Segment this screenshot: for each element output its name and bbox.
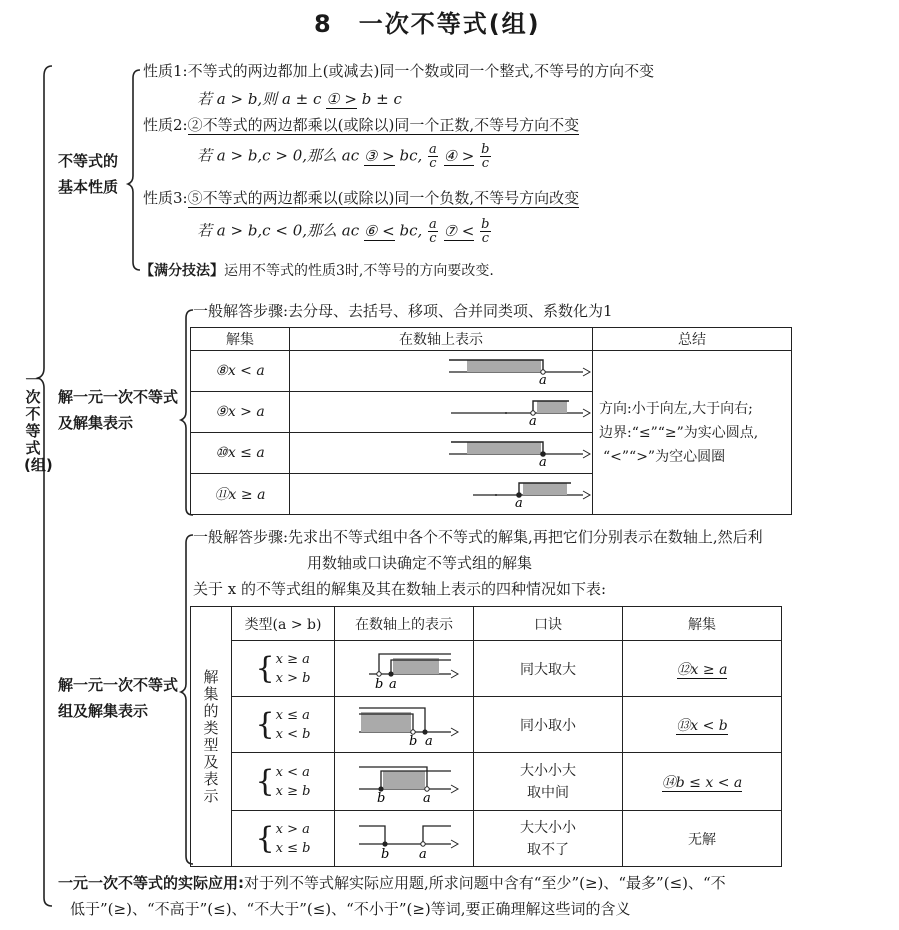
property-1-example bbox=[197, 88, 402, 109]
example-pre: 若 a > b,则 a ± c bbox=[197, 90, 322, 108]
property-2 bbox=[143, 114, 579, 135]
system-set: ⑬x < b bbox=[623, 697, 782, 753]
point-label: a bbox=[539, 373, 547, 388]
rule-cell: 大小小大 取中间 bbox=[474, 753, 623, 811]
number-line-cell bbox=[335, 811, 474, 867]
answer-4: ④ > bbox=[443, 146, 475, 165]
point-label: a bbox=[539, 455, 547, 470]
property-2-text: ②不等式的两边都乘以(或除以)同一个正数,不等号方向不变 bbox=[187, 116, 580, 134]
table-row bbox=[191, 641, 782, 697]
system-side-cell bbox=[191, 607, 232, 867]
type-cell: { x ≤ a x < b bbox=[232, 697, 335, 753]
fraction-b-over-c: $\frac{b}{c}$ bbox=[481, 217, 490, 246]
system-table bbox=[190, 606, 782, 867]
number-line bbox=[291, 474, 591, 510]
basic-props-label: 不等式的基本性质 bbox=[58, 152, 119, 196]
number-line-cell bbox=[290, 392, 593, 433]
side-label: 一次不等式(组) bbox=[24, 371, 53, 474]
rule-cell: 同大取大 bbox=[474, 641, 623, 697]
type-cell: { x ≥ a x > b bbox=[232, 641, 335, 697]
number-line-cell bbox=[290, 474, 593, 515]
application-line-2: 低于”(≥)、“不高于”(≤)、“不大于”(≤)、“不小于”(≥)等词,要正确理解这些词的含义 bbox=[70, 900, 631, 918]
number-line bbox=[291, 433, 591, 469]
header-set: 解集 bbox=[191, 328, 290, 351]
summary-line: 方向:小于向左,大于向右; bbox=[599, 400, 753, 417]
application-line-1 bbox=[58, 872, 726, 893]
example-pre: 若 a > b,c > 0,那么 ac bbox=[197, 146, 360, 165]
tip-text: 运用不等式的性质3时,不等号的方向要改变. bbox=[224, 263, 494, 279]
solution-set: ⑩x ≤ a bbox=[191, 433, 290, 474]
point-a-label: a bbox=[425, 733, 433, 749]
system-set: 无解 bbox=[623, 811, 782, 867]
system-set: ⑫x ≥ a bbox=[623, 641, 782, 697]
property-1 bbox=[143, 60, 654, 81]
number-line-cell bbox=[335, 697, 474, 753]
solution-set: ⑨x > a bbox=[191, 392, 290, 433]
tip-label: 【满分技法】 bbox=[140, 263, 224, 279]
system-side-label: 解集的类型及表示 bbox=[203, 667, 219, 805]
single-table bbox=[190, 327, 792, 515]
property-3-text: ⑤不等式的两边都乘以(或除以)同一个负数,不等号方向改变 bbox=[187, 189, 580, 207]
number-line bbox=[291, 392, 591, 428]
point-b-label: b bbox=[409, 733, 418, 749]
point-label: a bbox=[529, 414, 537, 429]
number-line bbox=[339, 700, 469, 749]
number-line-cell bbox=[335, 641, 474, 697]
single-label: 解一元一次不等式及解集表示 bbox=[58, 388, 179, 432]
system-steps-2: 用数轴或口诀确定不等式组的解集 bbox=[307, 554, 533, 572]
number-line bbox=[339, 644, 469, 690]
rule-cell: 大大小小 取不了 bbox=[474, 811, 623, 867]
example-pre: 若 a > b,c < 0,那么 ac bbox=[197, 221, 360, 240]
answer-1: ① > bbox=[326, 90, 357, 108]
type-cell: { x < a x ≥ b bbox=[232, 753, 335, 811]
header-type: 类型(a > b) bbox=[232, 607, 335, 641]
tip bbox=[140, 260, 494, 280]
header-numberline: 在数轴上的表示 bbox=[335, 607, 474, 641]
fraction-b-over-c: $\frac{b}{c}$ bbox=[481, 142, 490, 171]
table-row bbox=[191, 697, 782, 753]
number-line bbox=[339, 757, 469, 806]
header-numberline: 在数轴上表示 bbox=[290, 328, 593, 351]
summary-line: “<”“>”为空心圆圈 bbox=[603, 448, 726, 465]
example-mid: bc, bbox=[399, 221, 423, 240]
example-mid: bc, bbox=[399, 146, 423, 165]
system-steps-1: 一般解答步骤:先求出不等式组中各个不等式的解集,再把它们分别表示在数轴上,然后利 bbox=[193, 528, 763, 546]
single-steps: 一般解答步骤:去分母、去括号、移项、合并同类项、系数化为1 bbox=[193, 302, 613, 320]
table-row bbox=[191, 753, 782, 811]
table-row bbox=[191, 811, 782, 867]
number-line-cell bbox=[335, 753, 474, 811]
rule-cell: 同小取小 bbox=[474, 697, 623, 753]
point-a-label: a bbox=[389, 676, 397, 692]
point-b-label: b bbox=[375, 676, 384, 692]
system-set: ⑭b ≤ x < a bbox=[623, 753, 782, 811]
property-3 bbox=[143, 187, 579, 208]
solution-set: ⑪x ≥ a bbox=[191, 474, 290, 515]
number-line-cell bbox=[290, 351, 593, 392]
application-label: 一元一次不等式的实际应用: bbox=[58, 874, 244, 892]
header-summary: 总结 bbox=[593, 328, 792, 351]
number-line bbox=[339, 814, 469, 860]
property-3-example bbox=[197, 218, 492, 245]
solution-set: ⑧x < a bbox=[191, 351, 290, 392]
example-post: b ± c bbox=[361, 90, 402, 108]
application-text-1: 对于列不等式解实际应用题,所求问题中含有“至少”(≥)、“最多”(≤)、“不 bbox=[244, 874, 726, 892]
number-line bbox=[291, 351, 591, 387]
summary-line: 边界:“≤”“≥”为实心圆点, bbox=[599, 424, 759, 441]
point-label: a bbox=[515, 496, 523, 511]
point-a-label: a bbox=[419, 846, 427, 862]
property-1-name: 性质1: bbox=[143, 62, 188, 80]
point-b-label: b bbox=[381, 846, 390, 862]
fraction-a-over-c: $\frac{a}{c}$ bbox=[429, 217, 437, 246]
header-set: 解集 bbox=[623, 607, 782, 641]
answer-6: ⑥ < bbox=[363, 221, 395, 240]
answer-3: ③ > bbox=[363, 146, 395, 165]
property-2-name: 性质2: bbox=[143, 116, 188, 134]
page-title: 8 一次不等式(组) bbox=[314, 10, 541, 38]
type-cell: { x > a x ≤ b bbox=[232, 811, 335, 867]
system-intro: 关于 x 的不等式组的解集及其在数轴上表示的四种情况如下表: bbox=[193, 580, 607, 598]
answer-7: ⑦ < bbox=[443, 221, 475, 240]
header-rule: 口诀 bbox=[474, 607, 623, 641]
point-a-label: a bbox=[423, 790, 431, 806]
summary-cell bbox=[593, 351, 792, 515]
table-row bbox=[191, 351, 792, 392]
property-1-text: 不等式的两边都加上(或减去)同一个数或同一个整式,不等号的方向不变 bbox=[187, 62, 655, 80]
number-line-cell bbox=[290, 433, 593, 474]
system-label: 解一元一次不等式组及解集表示 bbox=[58, 676, 179, 720]
property-3-name: 性质3: bbox=[143, 189, 188, 207]
fraction-a-over-c: $\frac{a}{c}$ bbox=[429, 142, 437, 171]
property-2-example bbox=[197, 143, 492, 170]
point-b-label: b bbox=[377, 790, 386, 806]
